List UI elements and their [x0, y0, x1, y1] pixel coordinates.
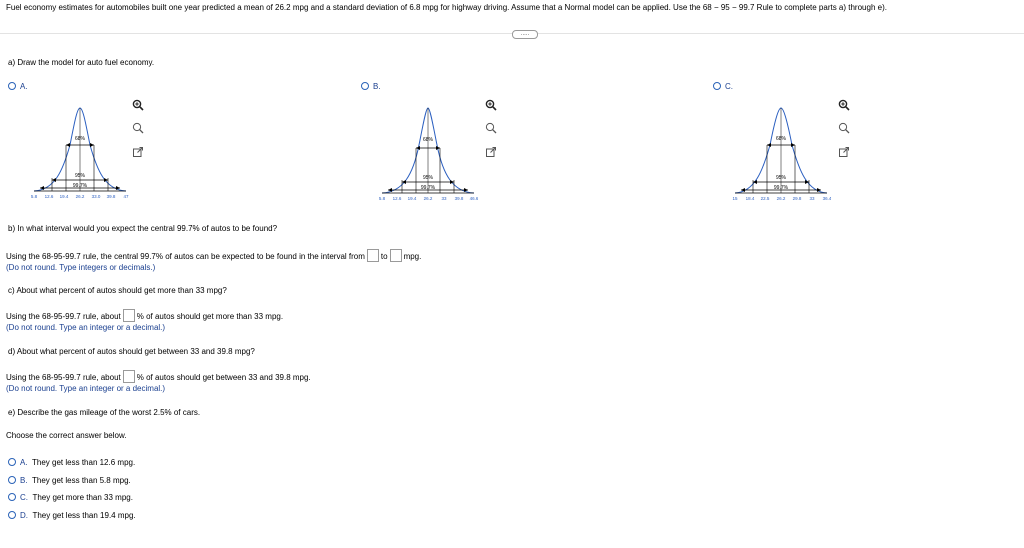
part-c-question: c) About what percent of autos should get more than 33 mpg? — [8, 286, 227, 295]
option-letter: A. — [20, 458, 28, 467]
option-text: They get less than 19.4 mpg. — [32, 511, 136, 520]
part-d-suffix: % of autos should get between 33 and 39.8 mpg. — [136, 373, 311, 382]
tick-label: 22.5 — [760, 196, 770, 200]
tick-label: 12.6 — [392, 196, 402, 200]
part-b-question: b) In what interval would you expect the central 99.7% of autos to be found? — [8, 224, 278, 233]
tick-label: 18.4 — [745, 196, 755, 200]
percent-between-input[interactable] — [123, 370, 135, 383]
radio-a[interactable] — [8, 82, 16, 90]
option-letter: C. — [725, 82, 733, 91]
tick-label: 19.4 — [407, 196, 417, 200]
zoom-in-icon[interactable] — [132, 99, 144, 111]
part-e-question: e) Describe the gas mileage of the worst 2.5% of cars. — [8, 408, 201, 417]
radio-c[interactable] — [713, 82, 721, 90]
pct-68-label: 68% — [775, 136, 787, 142]
part-e-option-c[interactable] — [8, 493, 133, 502]
pct-997-label: 99.7% — [72, 183, 88, 189]
popout-icon[interactable] — [838, 146, 850, 158]
part-d-question: d) About what percent of autos should get between 33 and 39.8 mpg? — [8, 347, 255, 356]
pct-95-label: 95% — [422, 175, 434, 181]
option-letter: C. — [20, 493, 28, 502]
part-b-prefix: Using the 68-95-99.7 rule, the central 99.7% of autos can be expected to be found in the interval from — [6, 252, 365, 261]
part-b-hint: (Do not round. Type integers or decimals.) — [6, 263, 156, 272]
tick-label: 33 — [441, 196, 447, 200]
option-text: They get more than 33 mpg. — [32, 493, 133, 502]
part-a-option-a[interactable] — [8, 82, 28, 91]
percent-more-than-33-input[interactable] — [123, 309, 135, 322]
part-e-option-b[interactable] — [8, 476, 131, 485]
tick-label: 47 — [123, 194, 129, 199]
to-label: to — [380, 252, 388, 261]
part-c-hint: (Do not round. Type an integer or a decimal.) — [6, 323, 166, 332]
part-c-prefix: Using the 68-95-99.7 rule, about — [6, 312, 121, 321]
tick-label: 5.8 — [30, 194, 38, 199]
zoom-out-icon[interactable] — [838, 122, 850, 134]
pct-997-label: 99.7% — [773, 185, 789, 191]
radio-e-d[interactable] — [8, 511, 16, 519]
tick-label: 12.6 — [44, 194, 54, 199]
zoom-in-icon[interactable] — [485, 99, 497, 111]
tick-label: 39.8 — [454, 196, 464, 200]
radio-b[interactable] — [361, 82, 369, 90]
tick-label: 15 — [732, 196, 738, 200]
tick-label: 26.2 — [75, 194, 85, 199]
pct-68-label: 68% — [422, 137, 434, 143]
zoom-out-icon[interactable] — [485, 122, 497, 134]
tick-label: 19.4 — [59, 194, 69, 199]
pct-95-label: 95% — [775, 175, 787, 181]
radio-e-c[interactable] — [8, 493, 16, 501]
popout-icon[interactable] — [485, 146, 497, 158]
part-c-suffix: % of autos should get more than 33 mpg. — [136, 312, 284, 321]
tick-label: 26.2 — [423, 196, 433, 200]
tick-label: 39.8 — [106, 194, 116, 199]
part-e-option-d[interactable] — [8, 511, 136, 520]
normal-curve-b — [378, 100, 478, 200]
unit-label: mpg. — [403, 252, 422, 261]
part-a-option-b[interactable] — [361, 82, 381, 91]
option-text: They get less than 5.8 mpg. — [32, 476, 131, 485]
part-a-option-c[interactable] — [713, 82, 733, 91]
part-b-answer-line — [6, 249, 421, 262]
zoom-in-icon[interactable] — [838, 99, 850, 111]
option-text: They get less than 12.6 mpg. — [32, 458, 136, 467]
popout-icon[interactable] — [132, 146, 144, 158]
tick-label: 5.8 — [378, 196, 386, 200]
pct-68-label: 68% — [74, 136, 86, 142]
interval-low-input[interactable] — [367, 249, 379, 262]
option-letter: B. — [20, 476, 28, 485]
part-d-prefix: Using the 68-95-99.7 rule, about — [6, 373, 121, 382]
option-letter: B. — [373, 82, 381, 91]
tick-label: 33.0 — [91, 194, 101, 199]
more-button[interactable]: ..... — [512, 30, 538, 39]
option-letter: D. — [20, 511, 28, 520]
tick-labels-b — [379, 196, 478, 200]
tick-labels-a — [31, 194, 129, 199]
tick-labels-c — [732, 196, 831, 200]
interval-high-input[interactable] — [390, 249, 402, 262]
part-c-answer-line — [6, 309, 283, 322]
normal-curve-a — [30, 100, 130, 200]
normal-curve-c — [731, 100, 831, 200]
tick-label: 36.4 — [822, 196, 831, 200]
part-d-hint: (Do not round. Type an integer or a decimal.) — [6, 384, 166, 393]
radio-e-b[interactable] — [8, 476, 16, 484]
radio-e-a[interactable] — [8, 458, 16, 466]
part-d-answer-line — [6, 370, 311, 383]
tick-label: 33 — [809, 196, 815, 200]
tick-label: 29.8 — [792, 196, 802, 200]
part-e-option-a[interactable] — [8, 458, 135, 467]
problem-statement: Fuel economy estimates for automobiles built one year predicted a mean of 26.2 mpg and a standard deviation of 6.8 mpg for highway driving. Assume that a Normal model can be applied. Use the 68 − 95 − 99.7 Rule to complete parts a) through e). — [6, 3, 887, 12]
part-e-instruction: Choose the correct answer below. — [6, 431, 127, 440]
part-a-question: a) Draw the model for auto fuel economy. — [8, 58, 155, 67]
pct-95-label: 95% — [74, 173, 86, 179]
zoom-out-icon[interactable] — [132, 122, 144, 134]
pct-997-label: 99.7% — [420, 185, 436, 191]
tick-label: 46.6 — [469, 196, 478, 200]
tick-label: 26.2 — [776, 196, 786, 200]
option-letter: A. — [20, 82, 28, 91]
